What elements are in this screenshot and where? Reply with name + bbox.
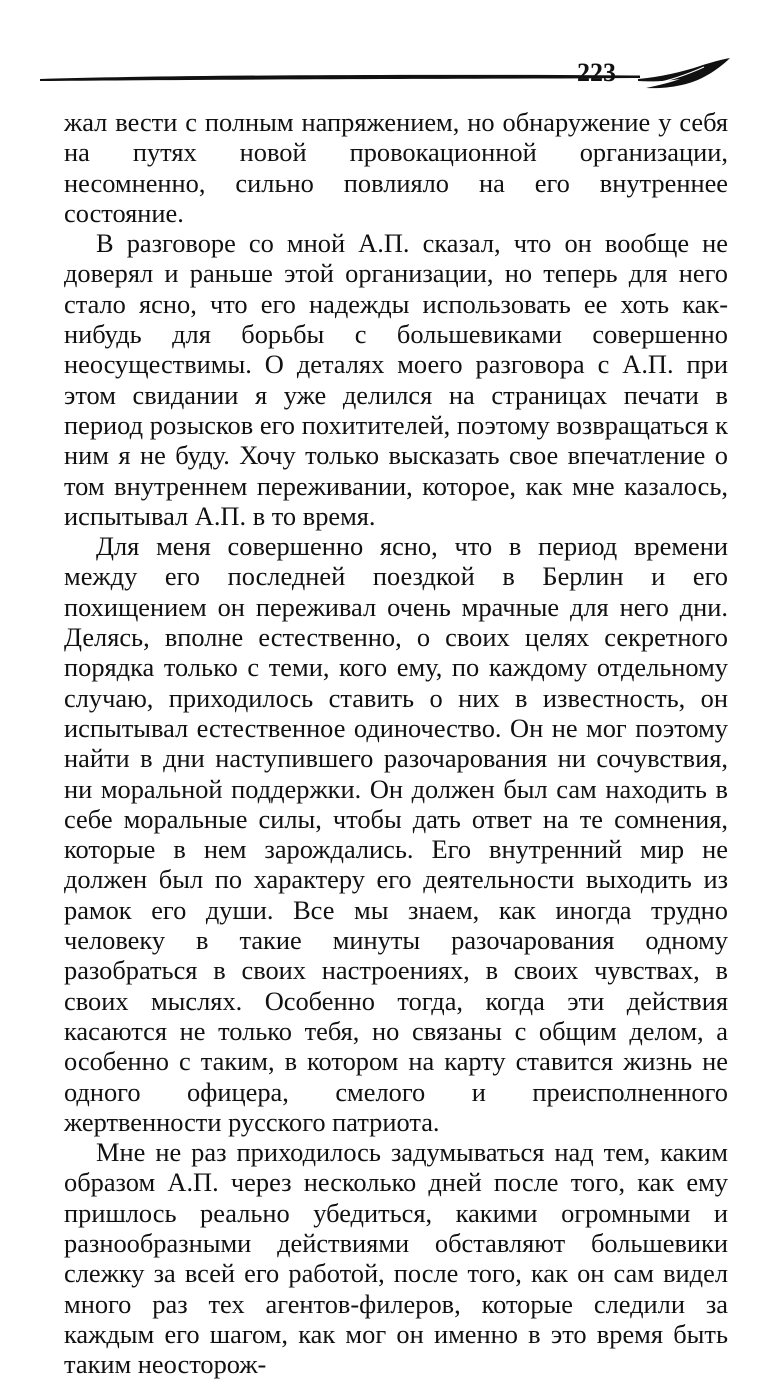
body-text — [64, 107, 728, 1379]
paragraph-4: Мне не раз приходилось задумываться над тем, каким образом А.П. через несколько дней после того, как ему пришлось реально убедиться, какими огромными и разнообразными действиями обставляют большевики слежку за всей его работой, после того, как он сам видел много раз тех агентов-филеров, которые следили за каждым его шагом, как мог он именно в это время быть таким неосторож- — [64, 1137, 728, 1379]
paragraph-2: В разговоре со мной А.П. сказал, что он вообще не доверял и раньше этой организации, но теперь для него стало ясно, что его надежды использовать ее хоть как-нибудь для борьбы с большевиками совершенно неосуществимы. О деталях моего разговора с А.П. при этом свидании я уже делился на страницах печати в период розысков его похитителей, поэтому возвращаться к ним я не буду. Хочу только высказать свое впечатление о том внутреннем переживании, которое, как мне казалось, испытывал А.П. в то время. — [64, 228, 728, 531]
running-header — [40, 48, 740, 98]
paragraph-3: Для меня совершенно ясно, что в период времени между его последней поездкой в Берлин и его похищением он переживал очень мрачные для него дни. Делясь, вполне естественно, о своих целях секретного порядка только с теми, кого ему, по каждому отдельному случаю, приходилось ставить о них в известность, он испытывал естественное одиночество. Он не мог поэтому найти в дни наступившего разочарования ни сочувствия, ни моральной поддержки. Он должен был сам находить в себе моральные силы, чтобы дать ответ на те сомнения, которые в нем зарождались. Его внутренний мир не должен был по характеру его деятельности выходить из рамок его души. Все мы знаем, как иногда трудно человеку в такие минуты разочарования одному разобраться в своих настроениях, в своих чувствах, в своих мыслях. Особенно тогда, когда эти действия касаются не только тебя, но связаны с общим делом, а особенно с таким, в котором на карту ставится жизнь не одного офицера, смелого и преисполненного жертвенности русского патриота. — [64, 531, 728, 1137]
paragraph-1: жал вести с полным напряжением, но обнаружение у себя на путях новой провокационной организации, несомненно, сильно повлияло на его внутреннее состояние. — [64, 107, 728, 228]
header-rule-ornament — [40, 48, 740, 98]
page-number: 223 — [577, 58, 616, 87]
